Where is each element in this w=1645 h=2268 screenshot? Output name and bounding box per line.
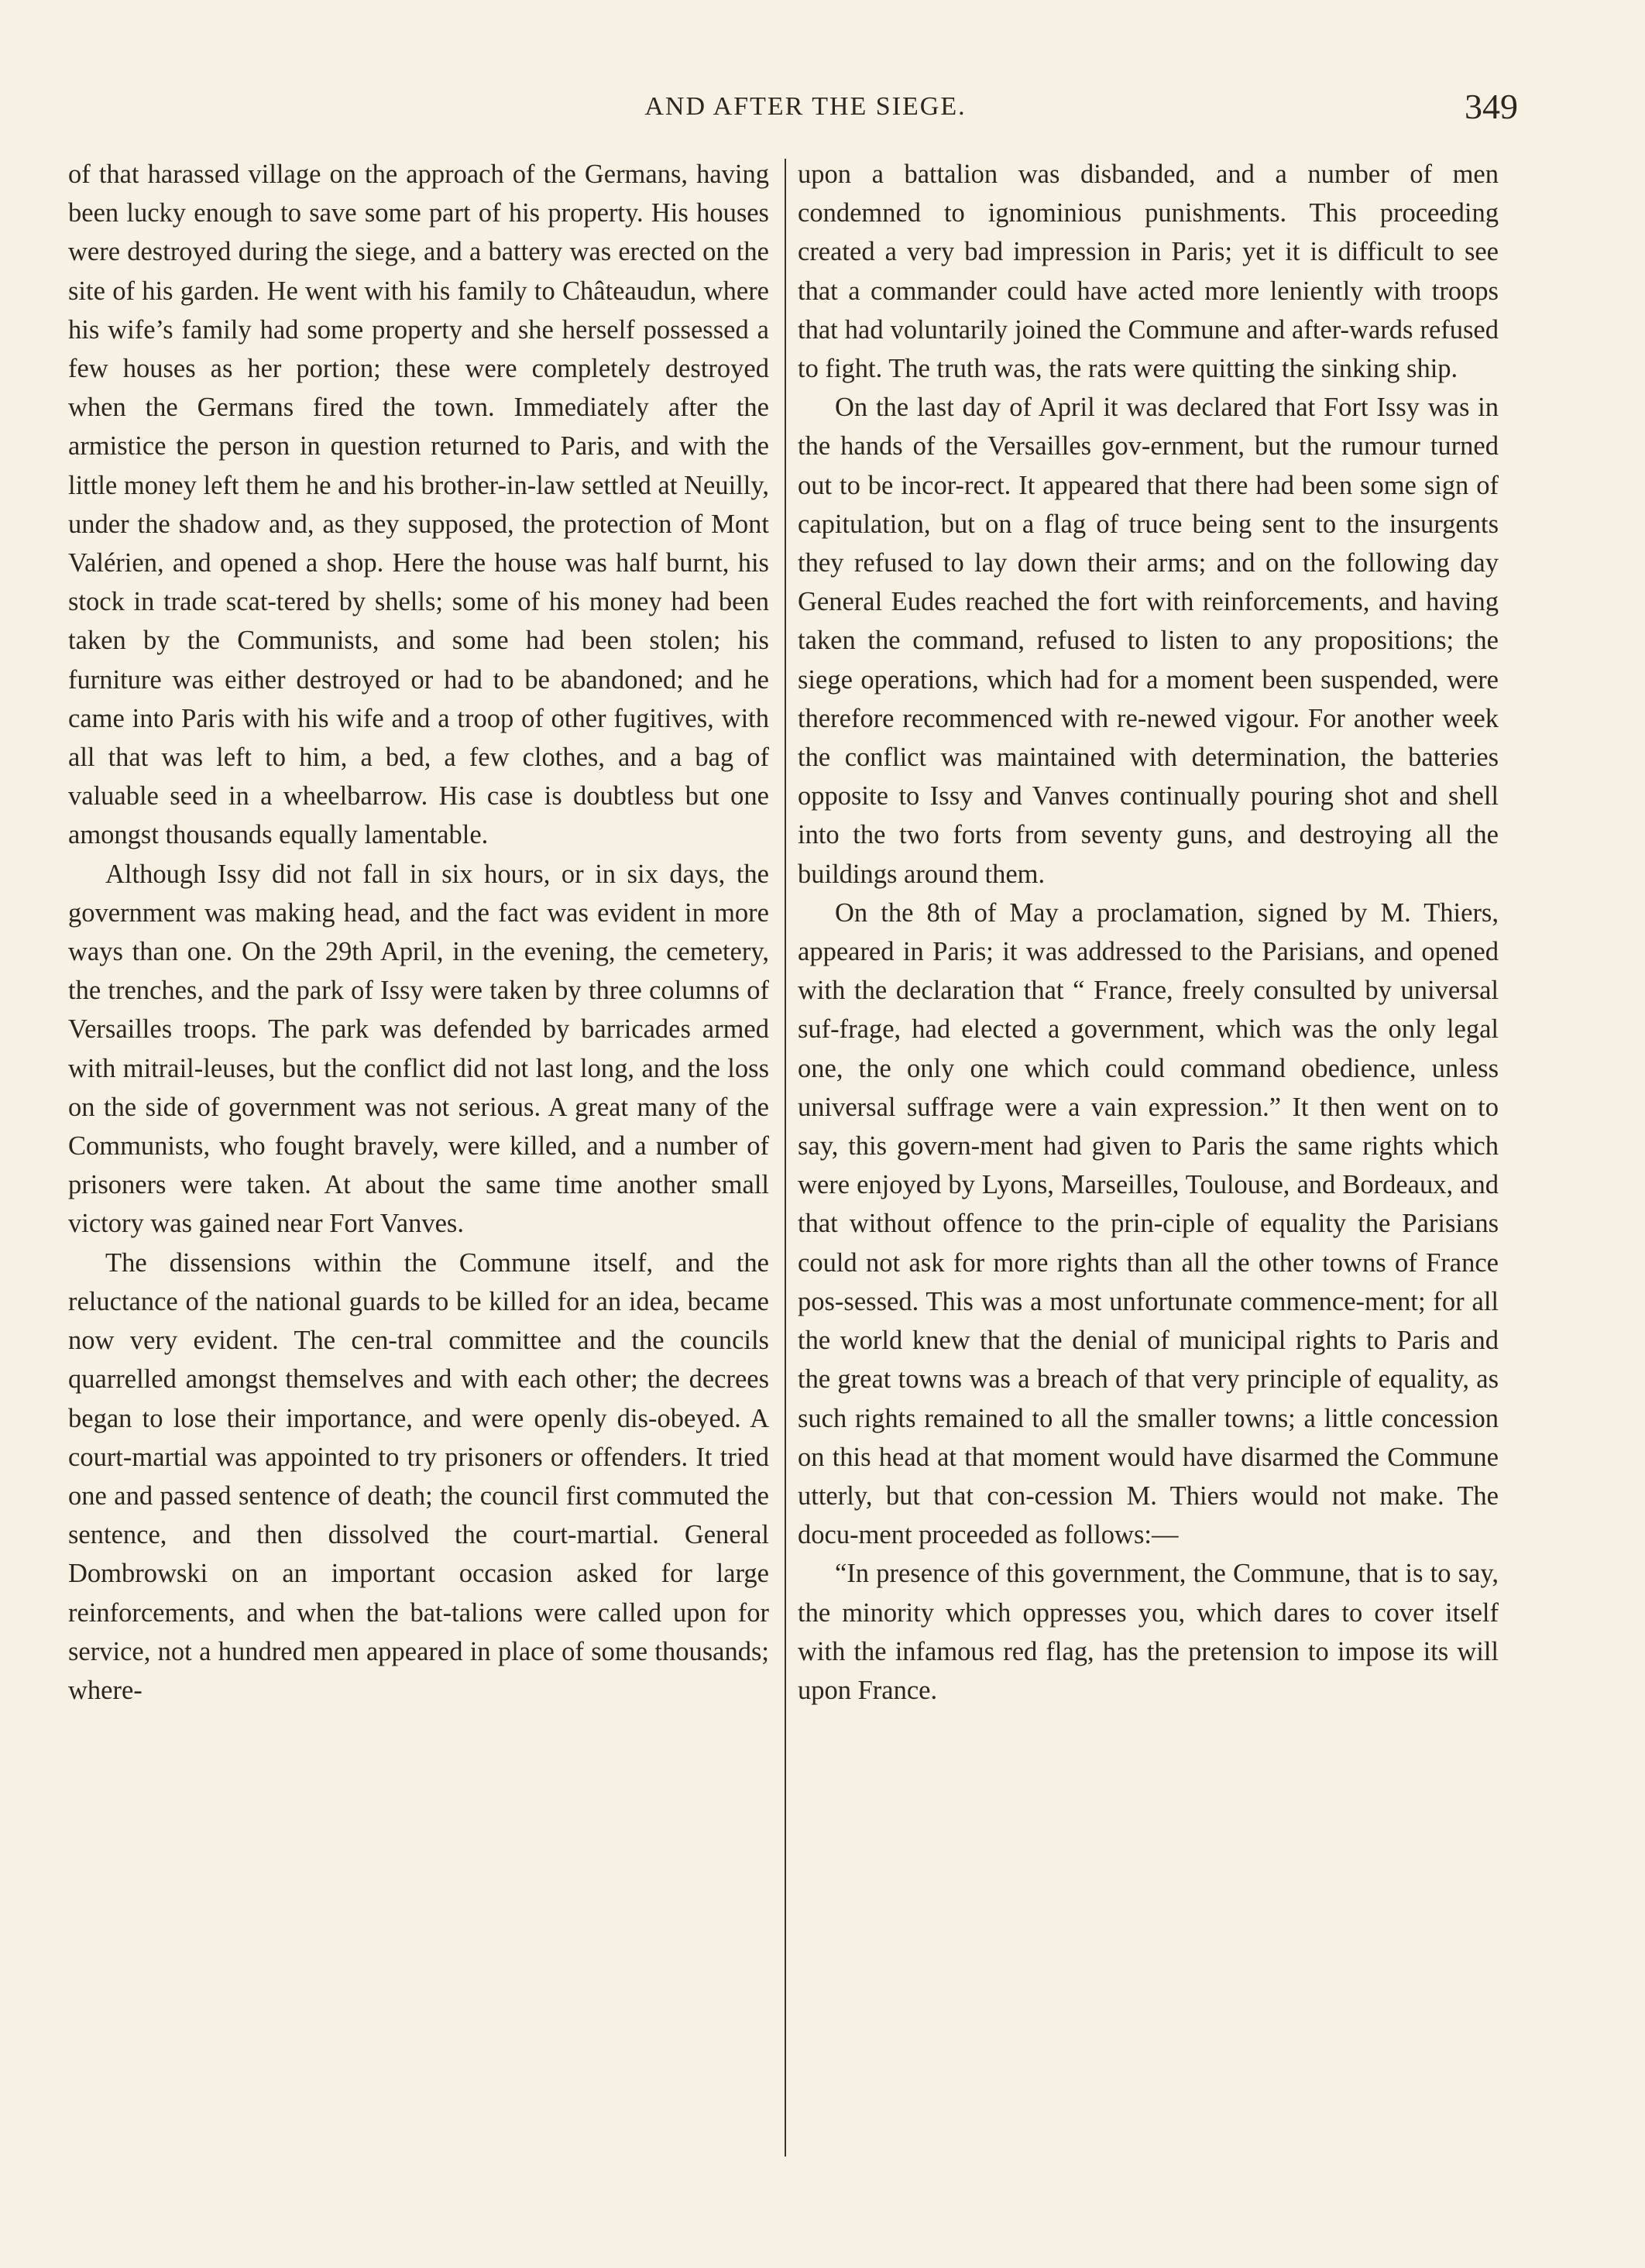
page-number: 349 (1465, 87, 1518, 126)
page-header (0, 84, 1645, 130)
paragraph: On the last day of April it was declared that Fort Issy was in the hands of the Versailles gov-ernment, but the rumour turned out to be incor-rect. It appeared that there had been some sign of capitulation, but on a flag of truce being sent to the insurgents they refused to lay down their arms; and on the following day General Eudes reached the fort with reinforcements, and having taken the command, refused to listen to any propositions; the siege operations, which had for a moment been suspended, were therefore recommenced with re-newed vigour. For another week the conflict was maintained with determination, the batteries opposite to Issy and Vanves continually pouring shot and shell into the two forts from seventy guns, and destroying all the buildings around them. (798, 393, 1499, 889)
left-column (68, 155, 769, 1710)
paragraph: Although Issy did not fall in six hours, or in six days, the government was making head, and the fact was evident in more ways than one. On the 29th April, in the evening, the cemetery, the trenches, and the park of Issy were taken by three columns of Versailles troops. The park was defended by barricades armed with mitrail-leuses, but the conflict did not last long, and the loss on the side of government was not serious. A great many of the Communists, who fought bravely, were killed, and a number of prisoners were taken. At about the same time another small victory was gained near Fort Vanves. (68, 859, 769, 1239)
column-divider (785, 159, 786, 2156)
paragraph: of that harassed village on the approach of the Germans, having been lucky enough to save some part of his property. His houses were destroyed during the siege, and a battery was erected on the site of his garden. He went with his family to Châteaudun, where his wife’s family had some property and she herself possessed a few houses as her portion; these were completely destroyed when the Germans fired the town. Immediately after the armistice the person in question returned to Paris, and with the little money left them he and his brother-in-law settled at Neuilly, under the shadow and, as they supposed, the protection of Mont Valérien, and opened a shop. Here the house was half burnt, his stock in trade scat-tered by shells; some of his money had been taken by the Communists, and some had been stolen; his furniture was either destroyed or had to be abandoned; and he came into Paris with his wife and a troop of other fugitives, with all that was left to him, a bed, a few clothes, and a bag of valuable seed in a wheelbarrow. His case is doubtless but one amongst thousands equally lamentable. (68, 160, 769, 850)
paragraph: The dissensions within the Commune itself, and the reluctance of the national guards to be killed for an idea, became now very evident. The cen-tral committee and the councils quarrelled amongst themselves and with each other; the decrees began to lose their importance, and were openly dis-obeyed. A court-martial was appointed to try prisoners or offenders. It tried one and passed sentence of death; the council first commuted the sentence, and then dissolved the court-martial. General Dombrowski on an important occasion asked for large reinforcements, and when the bat-talions were called upon for service, not a hundred men appeared in place of some thousands; where- (68, 1247, 769, 1705)
paragraph: “In presence of this government, the Commune, that is to say, the minority which oppresses you, which dares to cover itself with the infamous red flag, has the pretension to impose its will upon France. (798, 1559, 1499, 1705)
right-column (798, 155, 1499, 1710)
paragraph: upon a battalion was disbanded, and a number of men condemned to ignominious punishments. This proceeding created a very bad impression in Paris; yet it is difficult to see that a commander could have acted more leniently with troops that had voluntarily joined the Commune and after-wards refused to fight. The truth was, the rats were quitting the sinking ship. (798, 160, 1499, 384)
paragraph: On the 8th of May a proclamation, signed by M. Thiers, appeared in Paris; it was addressed to the Parisians, and opened with the declaration that “ France, freely consulted by universal suf-frage, had elected a government, which was the only legal one, the only one which could command obedience, unless universal suffrage were a vain expression.” It then went on to say, this govern-ment had given to Paris the same rights which were enjoyed by Lyons, Marseilles, Toulouse, and Bordeaux, and that without offence to the prin-ciple of equality the Parisians could not ask for more rights than all the other towns of France pos-sessed. This was a most unfortunate commence-ment; for all the world knew that the denial of municipal rights to Paris and the great towns was a breach of that very principle of equality, as such rights remained to all the smaller towns; a little concession on this head at that moment would have disarmed the Commune utterly, but that con-cession M. Thiers would not make. The docu-ment proceeded as follows:— (798, 897, 1499, 1550)
running-title: AND AFTER THE SIEGE. (644, 92, 967, 121)
